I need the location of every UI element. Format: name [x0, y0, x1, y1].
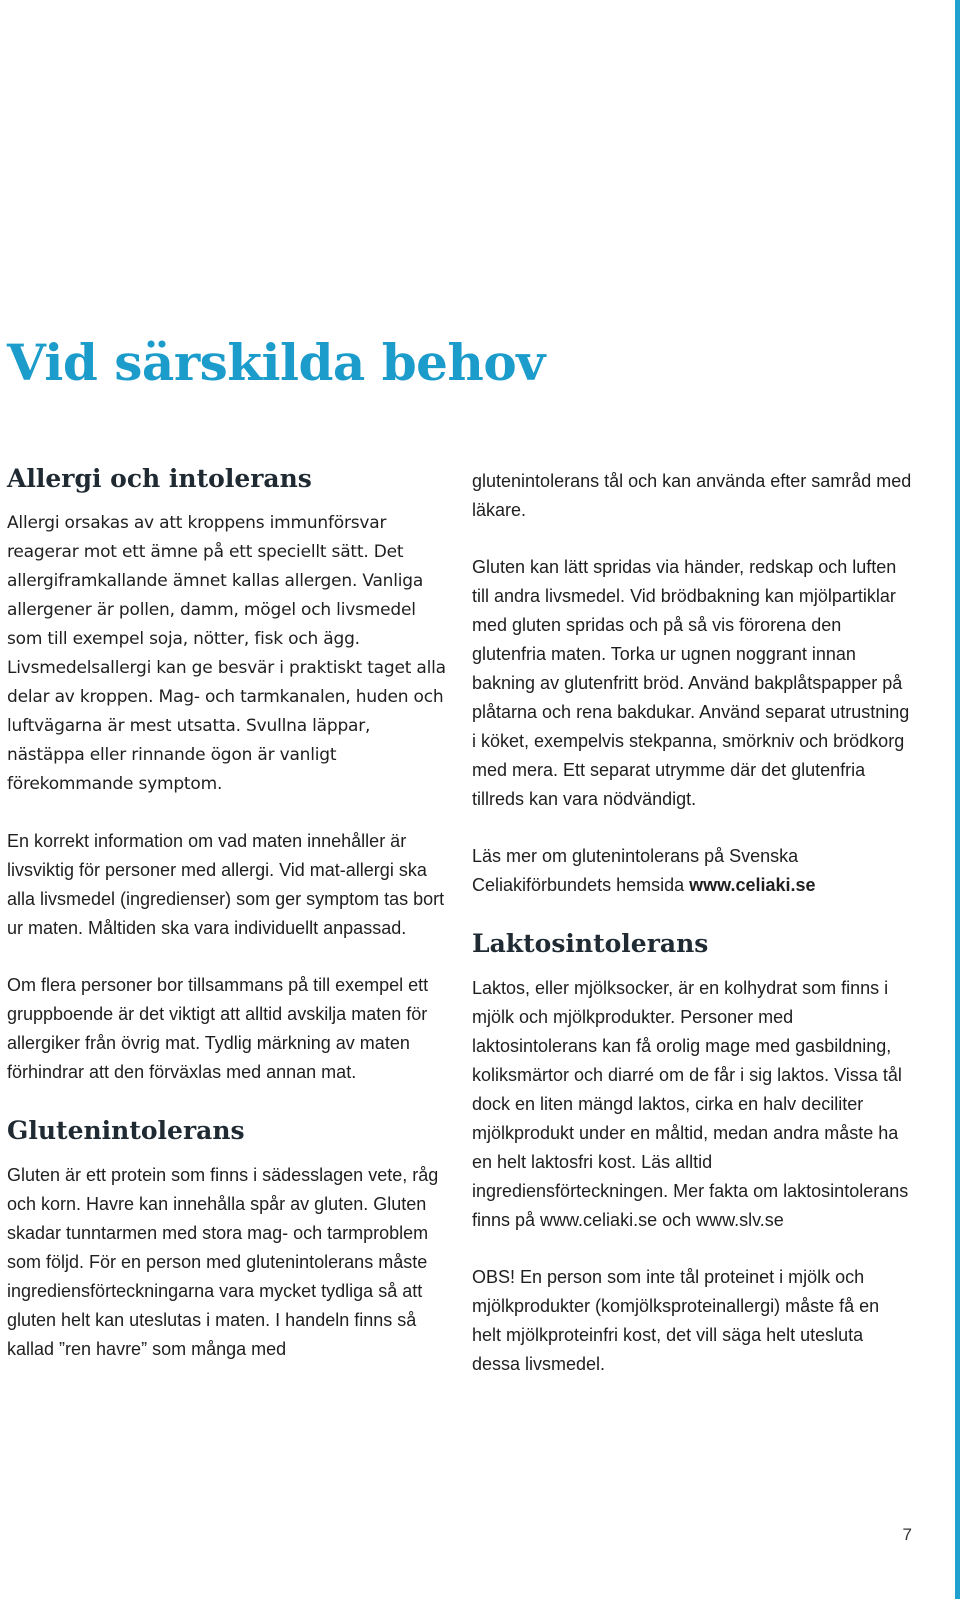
celiaki-link[interactable]: www.celiaki.se [689, 875, 816, 895]
allergy-heading: Allergi och intolerans [7, 464, 312, 493]
lactose-paragraph-2: OBS! En person som inte tål proteinet i mjölk och mjölkprodukter (komjölksproteinallergi) måste få en helt mjölkproteinfri kost, det vill säga helt utesluta dessa livsmedel. [472, 1267, 880, 1374]
gluten-paragraph-3 [472, 842, 912, 900]
page-number: 7 [902, 1525, 912, 1544]
gluten-paragraph-1: Gluten är ett protein som finns i sädesslagen vete, råg och korn. Havre kan innehålla spår av gluten. Gluten skadar tunntarmen med stora mag- och tarmproblem som följd. För en person med glutenintolerans måste ingrediensförteckningarna vara mycket tydliga så att gluten helt kan uteslutas i maten. I handeln finns så kallad ”ren havre” som många med [7, 1165, 439, 1359]
page-title: Vid särskilda behov [7, 333, 545, 392]
gluten-heading: Glutenintolerans [7, 1116, 245, 1145]
gluten-paragraph-3-text: Läs mer om glutenintolerans på Svenska Celiakiförbundets hemsida [472, 846, 799, 895]
allergy-paragraph-2: En korrekt information om vad maten innehåller är livsviktig för personer med allergi. Vid mat-allergi ska alla livsmedel (ingredienser) som ger symptom tas bort ur maten. Måltiden ska vara individuellt anpassad. [7, 831, 445, 938]
allergy-paragraph-1: Allergi orsakas av att kroppens immunförsvar reagerar mot ett ämne på ett speciellt sätt. Det allergiframkallande ämnet kallas allergen. Vanliga allergener är pollen, damm, mögel och livsmedel som till exempel soja, nötter, fisk och ägg. Livsmedelsallergi kan ge besvär i praktiskt taget alla delar av kroppen. Mag- och tarmkanalen, huden och luftvägarna är mest utsatta. Svullna läppar, nästäppa eller rinnande ögon är vanligt förekommande symptom. [7, 513, 446, 794]
gluten-paragraph-1-continued: glutenintolerans tål och kan använda efter samråd med läkare. [472, 471, 912, 520]
lactose-paragraph-1: Laktos, eller mjölksocker, är en kolhydrat som finns i mjölk och mjölkprodukter. Personer med laktosintolerans kan få orolig mage med gasbildning, koliksmärtor och diarré om de får i sig laktos. Vissa tål dock en liten mängd laktos, cirka en halv deciliter mjölkprodukt under en måltid, medan andra måste ha en helt laktosfri kost. Läs alltid ingrediensförteckningen. Mer fakta om laktosintolerans finns på www.celiaki.se och www.slv.se [472, 978, 909, 1230]
right-column [472, 467, 912, 1407]
lactose-heading: Laktosintolerans [472, 929, 709, 958]
allergy-paragraph-3: Om flera personer bor tillsammans på till exempel ett gruppboende är det viktigt att alltid avskilja maten för allergiker från övrig mat. Tydlig märkning av maten förhindrar att den förväxlas med annan mat. [7, 975, 429, 1082]
left-column [7, 463, 447, 1392]
gluten-paragraph-2: Gluten kan lätt spridas via händer, redskap och luften till andra livsmedel. Vid brödbakning kan mjölpartiklar med gluten spridas och på så vis förorena den glutenfria maten. Torka ur ugnen noggrant innan bakning av glutenfritt bröd. Använd bakplåtspapper på plåtarna och rena bakdukar. Använd separat utrustning i köket, exempelvis stekpanna, smörkniv och brödkorg med mera. Ett separat utrymme där det glutenfria tillreds kan vara nödvändigt. [472, 557, 910, 809]
page-edge-accent-bar [955, 0, 960, 1599]
